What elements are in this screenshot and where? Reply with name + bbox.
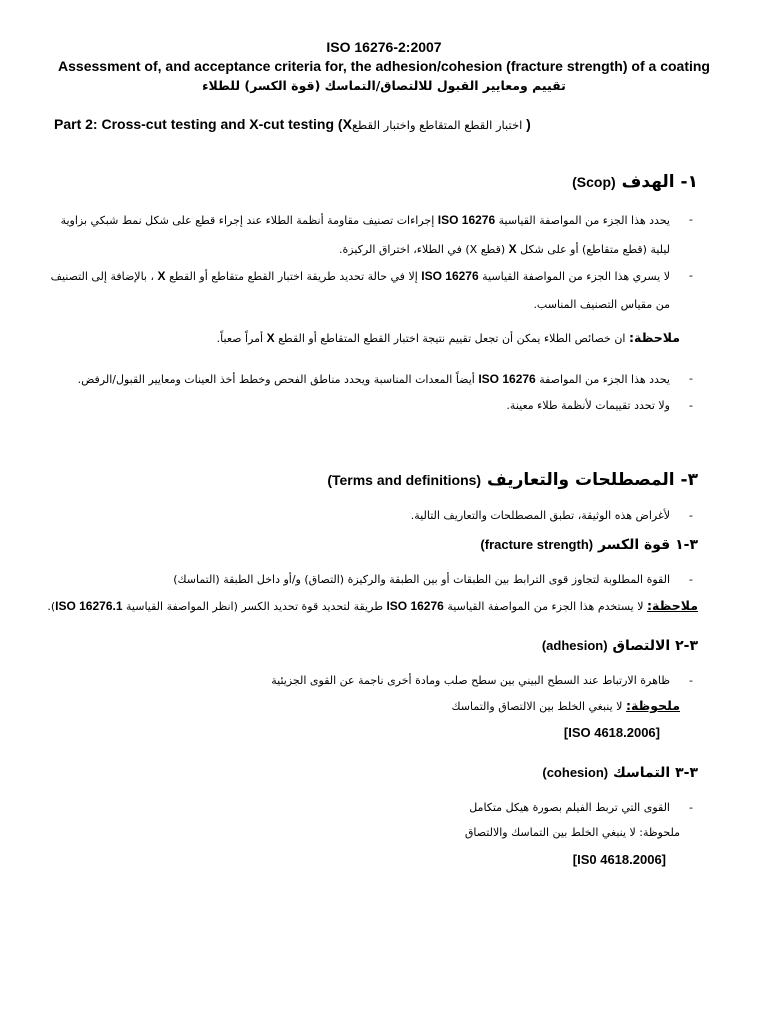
- text: ولا تحدد تقييمات لأنظمة طلاء معينة.: [506, 399, 670, 412]
- text: إجراءات تصنيف مقاومة أنظمة الطلاء عند إجراء قطع على شكل نمط شبكي بزاوية ليلية (قطع متقاطع) أو على شكل: [60, 214, 670, 256]
- bullet-dash: -: [689, 213, 693, 226]
- fracture-strength-bullet: [40, 566, 698, 594]
- text: ).: [47, 600, 56, 613]
- adhesion-bullet: [40, 667, 698, 695]
- bullet-dash: -: [689, 509, 693, 522]
- note-label: ملاحظة:: [629, 330, 680, 345]
- cohesion-bullet: [40, 794, 698, 822]
- terms-intro: [40, 502, 698, 530]
- heading-ar: ٣-٢ الالتصاق: [612, 638, 698, 654]
- part-title: [54, 116, 531, 132]
- part-title-ar: اختبار القطع المتقاطع واختبار القطع: [351, 118, 523, 132]
- iso-ref: ISO 16276: [478, 372, 536, 386]
- adhesion-note: [40, 698, 680, 713]
- text: طريقة لتحديد قوة تحديد الكسر (انظر المواصفة القياسية: [126, 600, 383, 613]
- scope-bullet-1: [40, 206, 698, 264]
- heading-ar: ٣-٣ التماسك: [613, 765, 698, 781]
- iso-ref: ISO 16276: [437, 213, 496, 227]
- cohesion-reference: [IS0 4618.2006]: [572, 852, 666, 867]
- text: يحدد هذا الجزء من المواصفة: [539, 373, 670, 386]
- text: أمراً صعباً.: [216, 332, 264, 345]
- title-english: Assessment of, and acceptance criteria for, the adhesion/cohesion (fracture strength) of a coating: [58, 58, 710, 74]
- text: ، بالإضافة إلى التصنيف من مقياس التصنيف المناسب.: [50, 270, 670, 311]
- section-terms-heading-ar: ٣- المصطلحات والتعاريف: [487, 470, 698, 490]
- text: لا يستخدم هذا الجزء من المواصفة القياسية: [447, 600, 644, 613]
- note-label: ملحوظة:: [625, 698, 680, 713]
- text: لا يسري هذا الجزء من المواصفة القياسية: [482, 270, 670, 283]
- iso-ref: ISO 16276: [421, 269, 479, 283]
- bullet-dash: -: [689, 674, 693, 687]
- heading-ar: ٣-١ قوة الكسر: [597, 537, 698, 553]
- text: لا ينبغي الخلط بين الالتصاق والتماسك: [451, 700, 623, 713]
- section-terms-heading-en: (Terms and definitions): [327, 472, 482, 488]
- iso-ref: ISO 16276: [386, 599, 444, 613]
- scope-note: [40, 330, 680, 345]
- text: أيضاً المعدات المناسبة ويحدد مناطق الفحص وخطط أخذ العينات ومعايير القبول/الرفض.: [77, 373, 475, 386]
- bullet-dash: -: [689, 801, 693, 814]
- x-mark: X: [157, 269, 166, 283]
- section-terms-heading: [40, 470, 698, 490]
- section-scope-heading: [40, 172, 698, 192]
- adhesion-heading: [40, 638, 698, 654]
- part-title-close: ): [522, 116, 531, 132]
- heading-en: (cohesion): [542, 765, 609, 780]
- fracture-strength-heading: [40, 537, 698, 553]
- part-title-en: Part 2: Cross-cut testing and X-cut testing (X: [54, 116, 352, 132]
- x-mark: X: [508, 242, 517, 256]
- text: ظاهرة الارتباط عند السطح البيني بين سطح صلب ومادة أخرى ناجمة عن القوى الجزيئية: [271, 674, 670, 687]
- text: القوى التي تربط الفيلم بصورة هيكل متكامل: [469, 801, 670, 814]
- fracture-strength-note: [40, 598, 698, 613]
- bullet-dash: -: [689, 269, 693, 282]
- text: القوة المطلوبة لتجاوز قوى الترابط بين الطبقات أو بين الطبقة والركيزة (التصاق) و/أو داخل الطبقة (التماسك): [173, 573, 670, 586]
- heading-en: (adhesion): [541, 638, 608, 653]
- note-label: ملاحظة:: [647, 598, 698, 613]
- section-scope-heading-ar: ١- الهدف: [621, 172, 698, 192]
- scope-bullet-2: [40, 262, 698, 319]
- scope-bullet-4: [40, 392, 698, 420]
- x-mark: X: [266, 331, 275, 345]
- heading-en: (fracture strength): [480, 537, 594, 552]
- cohesion-heading: [40, 765, 698, 781]
- text: يحدد هذا الجزء من المواصفة القياسية: [498, 214, 670, 227]
- section-scope-heading-en: (Scop): [572, 174, 616, 190]
- bullet-dash: -: [689, 399, 693, 412]
- text: ان خصائص الطلاء يمكن أن تجعل تقييم نتيجة اختبار القطع المتقاطع أو القطع: [278, 332, 626, 345]
- iso-ref: ISO 16276.1: [55, 599, 123, 613]
- cohesion-note: [40, 826, 680, 839]
- title-arabic: تقييم ومعايير القبول للالتصاق/التماسك (قوة الكسر) للطلاء: [202, 78, 566, 93]
- scope-bullet-3: [40, 365, 698, 394]
- text: إلا في حالة تحديد طريقة اختبار القطع متقاطع أو القطع: [169, 270, 418, 283]
- text: لأغراض هذه الوثيقة، تطبق المصطلحات والتعاريف التالية.: [410, 509, 670, 522]
- document-header: [0, 38, 768, 95]
- text: (قطع X) في الطلاء، اختراق الركيزة.: [339, 243, 506, 256]
- bullet-dash: -: [689, 372, 693, 385]
- adhesion-reference: [ISO 4618.2006]: [563, 725, 660, 740]
- text: ملحوظة: لا ينبغي الخلط بين التماسك والالتصاق: [464, 826, 680, 839]
- bullet-dash: -: [689, 573, 693, 586]
- standard-number: ISO 16276-2:2007: [326, 39, 442, 55]
